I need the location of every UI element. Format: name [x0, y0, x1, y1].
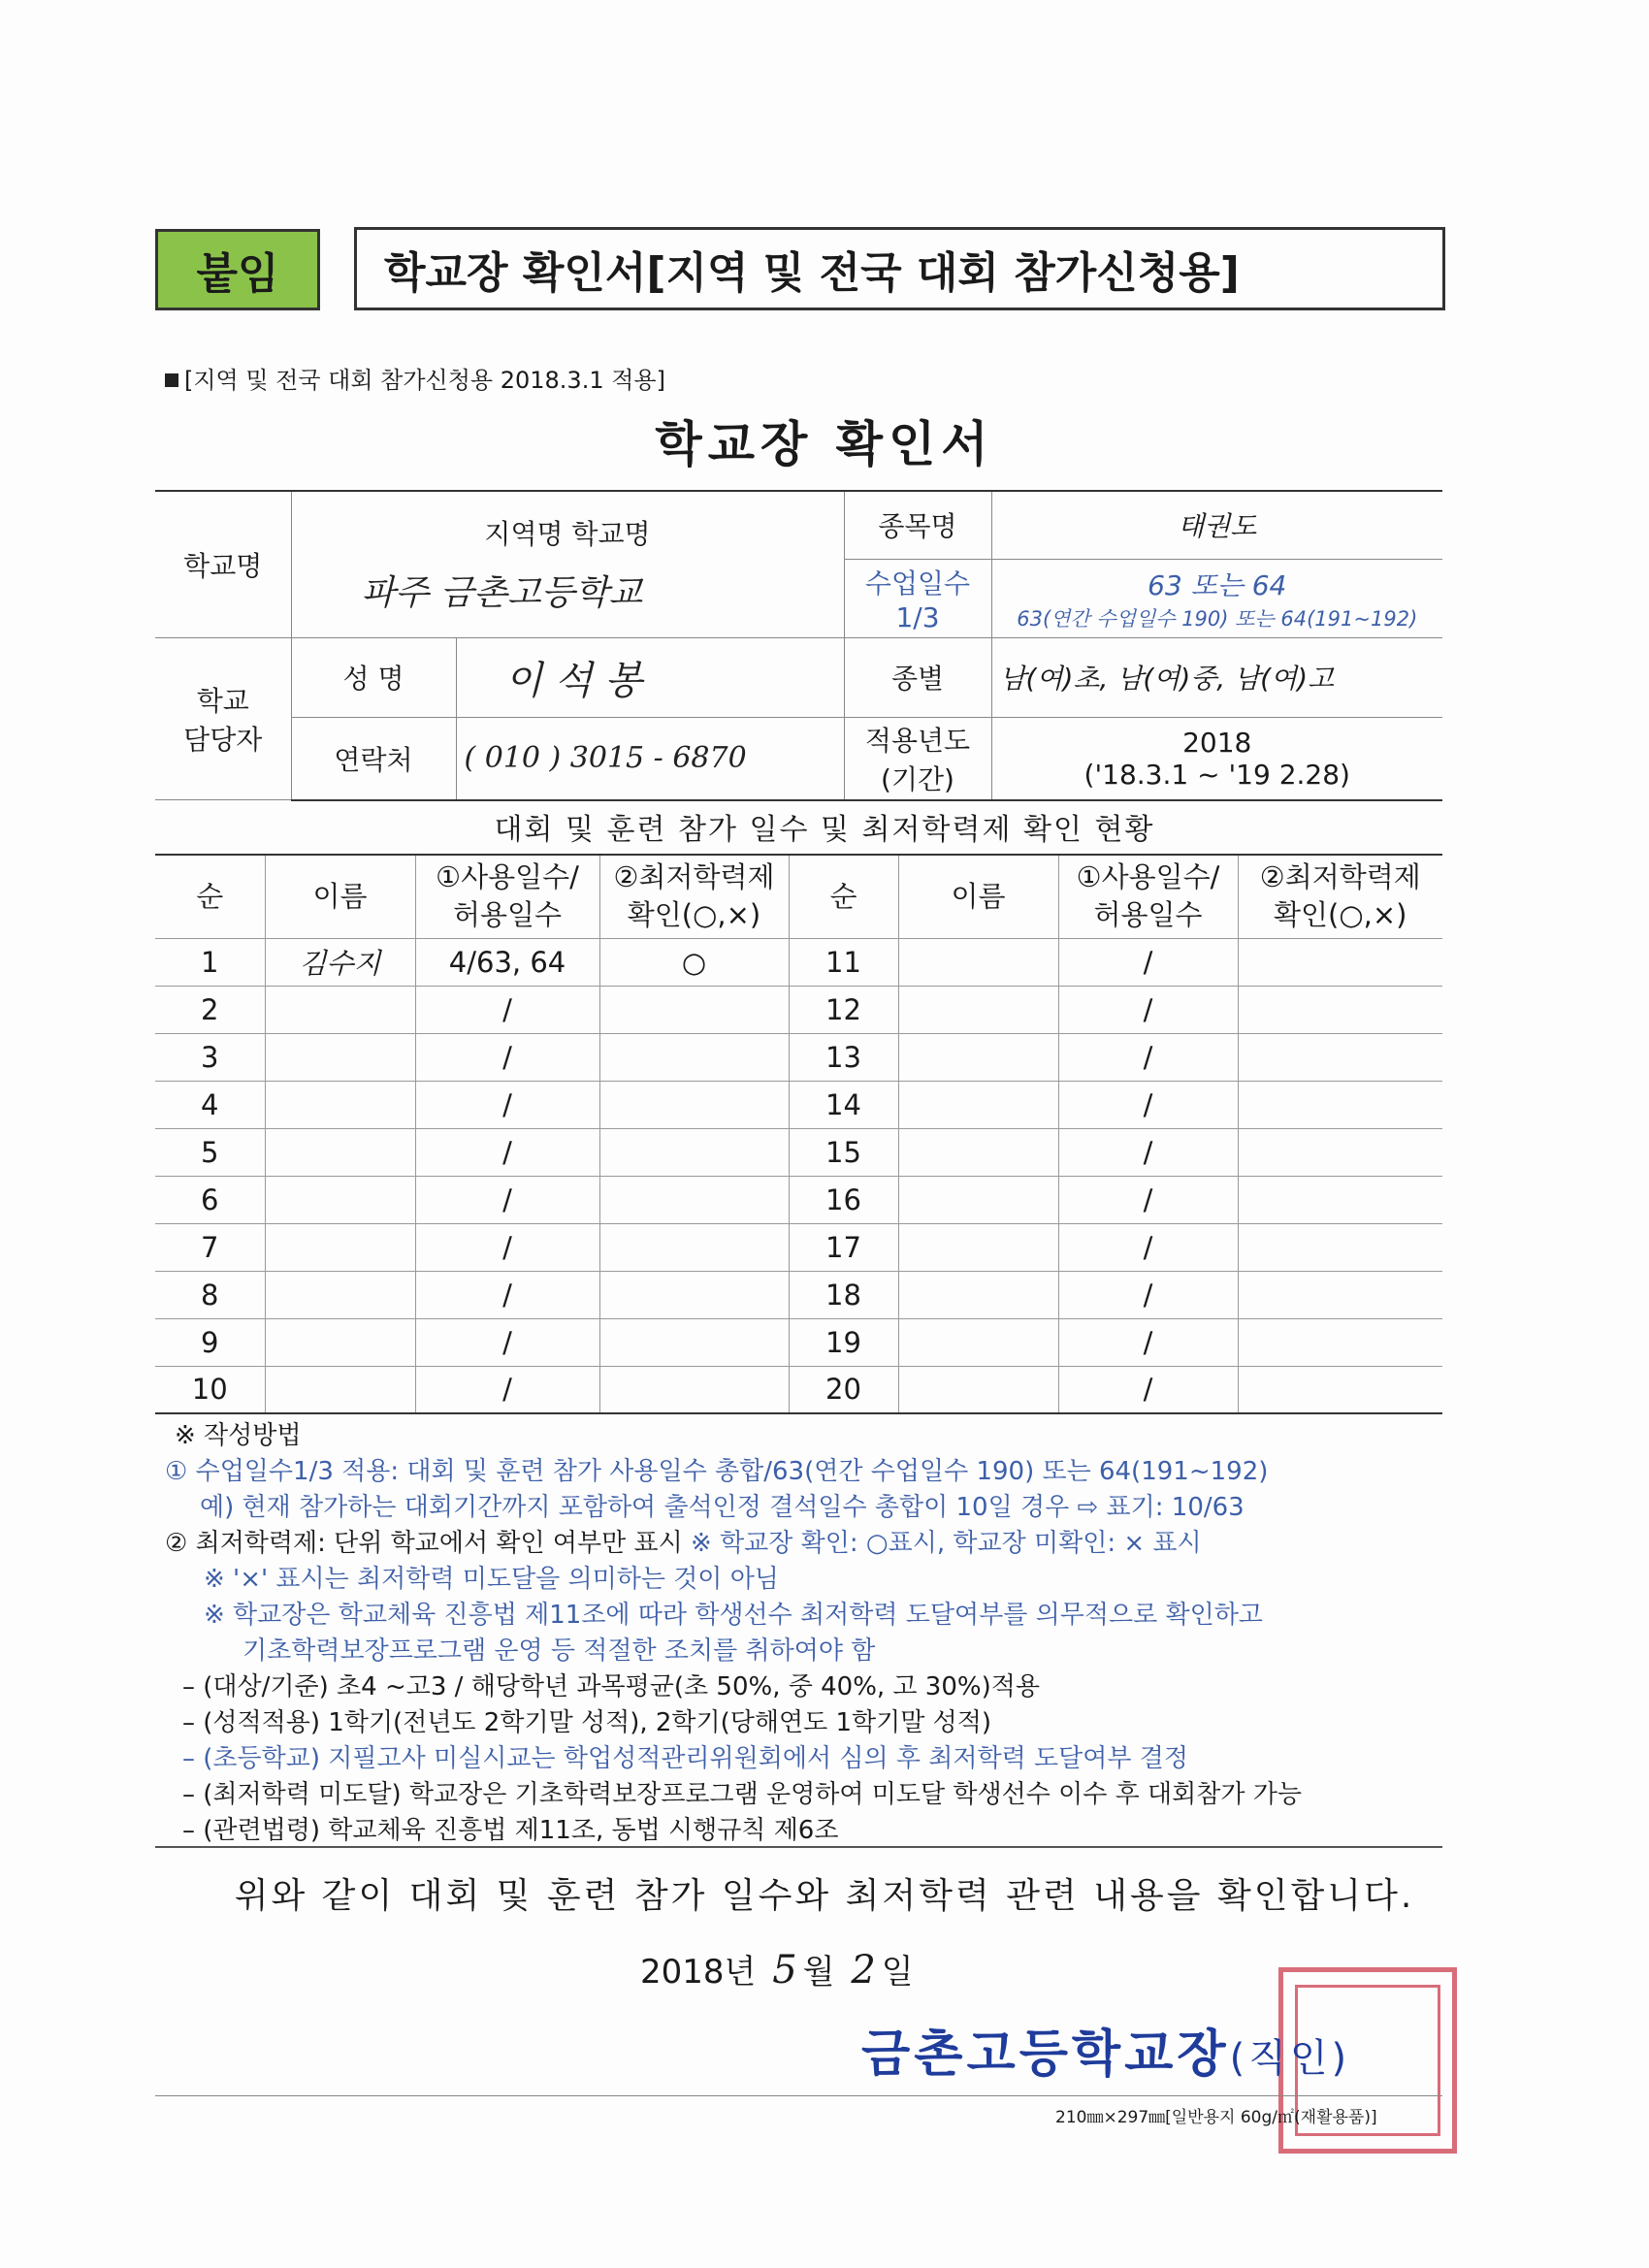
- roster-right-no-cell: 19: [789, 1318, 898, 1366]
- roster-right-conf-cell: [1238, 986, 1442, 1033]
- roster-right-days-cell: /: [1058, 938, 1238, 986]
- roster-left-conf-cell: [599, 1033, 789, 1081]
- roster-right-conf-cell: [1238, 1033, 1442, 1081]
- school-label: 학교명: [155, 491, 291, 637]
- date-month: 5: [772, 1948, 797, 1993]
- class-days-label: [844, 559, 991, 637]
- roster-right-name-cell: [898, 1033, 1058, 1081]
- class-days-cell: [991, 559, 1442, 637]
- roster-left-name-cell: [265, 1033, 415, 1081]
- roster-right-no-cell: 17: [789, 1223, 898, 1271]
- manager-label-1: 학교: [196, 684, 249, 717]
- roster-right-no-cell: 20: [789, 1366, 898, 1413]
- table-row: [155, 1271, 1442, 1318]
- roster-right-days-cell: /: [1058, 986, 1238, 1033]
- col-days-left-2: 허용일수: [452, 898, 563, 932]
- roster-left-conf-cell: [599, 1366, 789, 1413]
- table-row: [155, 1366, 1442, 1413]
- date-month-label: 월: [802, 1953, 835, 1992]
- category-value: 남(여)초, 남(여)중, 남(여)고: [991, 637, 1442, 717]
- col-name-right: 이름: [898, 855, 1058, 938]
- roster-right-conf-cell: [1238, 1271, 1442, 1318]
- roster-left-no-cell: 3: [155, 1033, 265, 1081]
- name-label: 성 명: [291, 637, 456, 717]
- roster-right-no-cell: 16: [789, 1176, 898, 1223]
- roster-right-days-cell: /: [1058, 1081, 1238, 1128]
- roster-right-conf-cell: [1238, 1081, 1442, 1128]
- roster-right-days-cell: /: [1058, 1271, 1238, 1318]
- roster-right-name-cell: [898, 1271, 1058, 1318]
- table-row: [155, 1128, 1442, 1176]
- roster-right-no-cell: 18: [789, 1271, 898, 1318]
- roster-right-conf-cell: [1238, 1223, 1442, 1271]
- roster-left-name-cell: [265, 1271, 415, 1318]
- roster-left-conf-cell: [599, 1223, 789, 1271]
- roster-right-no-cell: 15: [789, 1128, 898, 1176]
- detail-3: – (초등학교) 지필고사 미실시교는 학업성적관리위원회에서 심의 후 최저학력 도달여부 결정: [182, 1744, 1188, 1773]
- date-day-label: 일: [881, 1953, 914, 1992]
- table-row: [155, 938, 1442, 986]
- roster-left-no-cell: 5: [155, 1128, 265, 1176]
- table-row: [155, 1176, 1442, 1223]
- date-year: 2018년: [640, 1953, 757, 1992]
- col-conf-left: [599, 855, 789, 938]
- roster-left-no-cell: 2: [155, 986, 265, 1033]
- roster-left-conf-cell: [599, 1176, 789, 1223]
- date-line: [640, 1945, 914, 1993]
- roster-left-no-cell: 8: [155, 1271, 265, 1318]
- divider: [155, 1846, 1442, 1848]
- col-no-right: 순: [789, 855, 898, 938]
- roster-right-no-cell: 14: [789, 1081, 898, 1128]
- instructions: [165, 1418, 1465, 1849]
- name-value: 이 석 봉: [456, 637, 844, 717]
- table-row: [155, 1223, 1442, 1271]
- date-day: 2: [851, 1948, 876, 1993]
- col-days-left: [415, 855, 599, 938]
- roster-right-no-cell: 12: [789, 986, 898, 1033]
- col-days-right-1: ①사용일수/: [1076, 860, 1220, 894]
- roster-right-name-cell: [898, 1318, 1058, 1366]
- sport-label: 종목명: [844, 491, 991, 559]
- roster-left-no-cell: 6: [155, 1176, 265, 1223]
- roster-table: [155, 854, 1442, 1414]
- roster-left-days-cell: /: [415, 1271, 599, 1318]
- note-2-main: ② 최저학력제: 단위 학교에서 확인 여부만 표시: [165, 1529, 683, 1558]
- class-days-label-1: 수업일수: [864, 567, 971, 599]
- roster-left-name-cell: [265, 1176, 415, 1223]
- detail-4: – (최저학력 미도달) 학교장은 기초학력보장프로그램 운영하여 미도달 학생선수 이수 후 대회참가 가능: [182, 1780, 1302, 1809]
- roster-left-conf-cell: [599, 1318, 789, 1366]
- col-name-left: 이름: [265, 855, 415, 938]
- contact-value: ( 010 ) 3015 - 6870: [456, 717, 844, 800]
- attachment-badge: 붙임: [155, 229, 320, 310]
- note-2-d: ※ 학교장은 학교체육 진흥법 제11조에 따라 학생선수 최저학력 도달여부를 의무적으로 확인하고: [204, 1601, 1263, 1630]
- roster-left-no-cell: 1: [155, 938, 265, 986]
- roster-left-days-cell: /: [415, 1033, 599, 1081]
- table-row: [155, 986, 1442, 1033]
- year-period: ('18.3.1 ~ '19 2.28): [1083, 758, 1350, 791]
- roster-left-days-cell: /: [415, 1318, 599, 1366]
- roster-left-conf-cell: [599, 1128, 789, 1176]
- class-days-label-2: 1/3: [895, 601, 940, 633]
- roster-left-name-cell: [265, 986, 415, 1033]
- subheading-text: [지역 및 전국 대회 참가신청용 2018.3.1 적용]: [184, 367, 665, 394]
- col-conf-left-2: 확인(○,×): [627, 898, 761, 932]
- roster-right-days-cell: /: [1058, 1033, 1238, 1081]
- contact-label: 연락처: [291, 717, 456, 800]
- roster-left-days-cell: /: [415, 1176, 599, 1223]
- detail-2: – (성적적용) 1학기(전년도 2학기말 성적), 2학기(당해연도 1학기말 성적): [182, 1708, 992, 1737]
- note-2-c: ※ '×' 표시는 최저학력 미도달을 의미하는 것이 아님: [204, 1565, 779, 1594]
- principal-signature: [861, 2013, 1350, 2086]
- class-days-value: 63 또는 64: [1148, 568, 1287, 601]
- col-conf-right: [1238, 855, 1442, 938]
- class-days-note: 63(연간 수업일수 190) 또는 64(191~192): [1017, 606, 1418, 631]
- roster-right-days-cell: /: [1058, 1223, 1238, 1271]
- roster-right-no-cell: 11: [789, 938, 898, 986]
- col-days-right-2: 허용일수: [1093, 898, 1203, 932]
- roster-left-conf-cell: [599, 1271, 789, 1318]
- principal-name: 금촌고등학교장: [861, 2025, 1230, 2084]
- roster-left-days-cell: /: [415, 1128, 599, 1176]
- manager-label: [155, 637, 291, 800]
- table-row: [155, 1081, 1442, 1128]
- roster-right-conf-cell: [1238, 1366, 1442, 1413]
- roster-left-name-cell: [265, 1366, 415, 1413]
- roster-left-no-cell: 4: [155, 1081, 265, 1128]
- roster-right-days-cell: /: [1058, 1128, 1238, 1176]
- roster-right-days-cell: /: [1058, 1318, 1238, 1366]
- col-days-left-1: ①사용일수/: [436, 860, 579, 894]
- school-cell: [291, 491, 844, 637]
- roster-left-days-cell: 4/63, 64: [415, 938, 599, 986]
- col-days-right: [1058, 855, 1238, 938]
- table-row: [155, 1033, 1442, 1081]
- year-cell: [991, 717, 1442, 800]
- principal-role: (직인): [1229, 2036, 1351, 2081]
- roster-left-days-cell: /: [415, 986, 599, 1033]
- note-1-example: 예) 현재 참가하는 대회기간까지 포함하여 출석인정 결석일수 총합이 10일 경우 ⇨ 표기: 10/63: [200, 1493, 1245, 1522]
- roster-left-name-cell: [265, 1081, 415, 1128]
- info-table: [155, 490, 1442, 801]
- roster-body: [155, 938, 1442, 1413]
- col-conf-left-1: ②최저학력제: [613, 860, 775, 894]
- roster-left-days-cell: /: [415, 1223, 599, 1271]
- manager-label-2: 담당자: [183, 723, 263, 756]
- roster-right-conf-cell: [1238, 1318, 1442, 1366]
- roster-left-name-cell: [265, 1223, 415, 1271]
- roster-right-name-cell: [898, 1176, 1058, 1223]
- roster-right-name-cell: [898, 938, 1058, 986]
- roster-right-conf-cell: [1238, 1176, 1442, 1223]
- detail-1: – (대상/기준) 초4 ~고3 / 해당학년 과목평균(초 50%, 중 40%, 고 30%)적용: [182, 1672, 1040, 1701]
- roster-right-conf-cell: [1238, 1128, 1442, 1176]
- roster-right-no-cell: 13: [789, 1033, 898, 1081]
- note-2-marking: ※ 학교장 확인: ○표시, 학교장 미확인: × 표시: [682, 1529, 1202, 1558]
- note-2-e: 기초학력보장프로그램 운영 등 적절한 조치를 취하여야 함: [242, 1636, 876, 1666]
- roster-left-no-cell: 9: [155, 1318, 265, 1366]
- paper-spec: 210㎜×297㎜[일반용지 60g/㎡(재활용품)]: [1055, 2108, 1377, 2127]
- roster-left-days-cell: /: [415, 1081, 599, 1128]
- roster-left-no-cell: 7: [155, 1223, 265, 1271]
- roster-left-days-cell: /: [415, 1366, 599, 1413]
- roster-right-name-cell: [898, 1366, 1058, 1413]
- document-header-title: 학교장 확인서[지역 및 전국 대회 참가신청용]: [354, 227, 1445, 310]
- roster-right-name-cell: [898, 1081, 1058, 1128]
- square-bullet-icon: [165, 373, 178, 387]
- roster-left-name-cell: [265, 1128, 415, 1176]
- year-label-2: (기간): [881, 762, 954, 795]
- notes-heading: ※ 작성방법: [175, 1421, 302, 1450]
- col-no-left: 순: [155, 855, 265, 938]
- footer-divider: [155, 2095, 1442, 2096]
- detail-5: – (관련법령) 학교체육 진흥법 제11조, 동법 시행규칙 제6조: [182, 1816, 839, 1845]
- table-row: [155, 1318, 1442, 1366]
- roster-left-conf-cell: ○: [599, 938, 789, 986]
- year-label-1: 적용년도: [864, 724, 971, 757]
- school-value: 파주 금촌고등학교: [361, 573, 643, 614]
- category-label: 종별: [844, 637, 991, 717]
- roster-title: 대회 및 훈련 참가 일수 및 최저학력제 확인 현황: [494, 813, 1155, 847]
- roster-right-days-cell: /: [1058, 1176, 1238, 1223]
- region-school-label: 지역명 학교명: [484, 518, 651, 551]
- roster-right-conf-cell: [1238, 938, 1442, 986]
- roster-left-name-cell: 김수지: [265, 938, 415, 986]
- note-1: ① 수업일수1/3 적용: 대회 및 훈련 참가 사용일수 총합/63(연간 수업일수 190) 또는 64(191~192): [165, 1457, 1269, 1486]
- subheading: [165, 361, 665, 395]
- note-2: [165, 1526, 1465, 1562]
- roster-right-days-cell: /: [1058, 1366, 1238, 1413]
- confirmation-statement: 위와 같이 대회 및 훈련 참가 일수와 최저학력 관련 내용을 확인합니다.: [234, 1876, 1415, 1916]
- roster-right-name-cell: [898, 1128, 1058, 1176]
- col-conf-right-1: ②최저학력제: [1259, 860, 1421, 894]
- roster-left-conf-cell: [599, 986, 789, 1033]
- roster-right-name-cell: [898, 986, 1058, 1033]
- sport-value: 태권도: [991, 491, 1442, 559]
- roster-left-no-cell: 10: [155, 1366, 265, 1413]
- year-value: 2018: [1182, 726, 1252, 759]
- year-label: [844, 717, 991, 800]
- page-title: 학교장 확인서: [655, 416, 994, 472]
- roster-right-name-cell: [898, 1223, 1058, 1271]
- roster-left-conf-cell: [599, 1081, 789, 1128]
- col-conf-right-2: 확인(○,×): [1274, 898, 1407, 932]
- roster-left-name-cell: [265, 1318, 415, 1366]
